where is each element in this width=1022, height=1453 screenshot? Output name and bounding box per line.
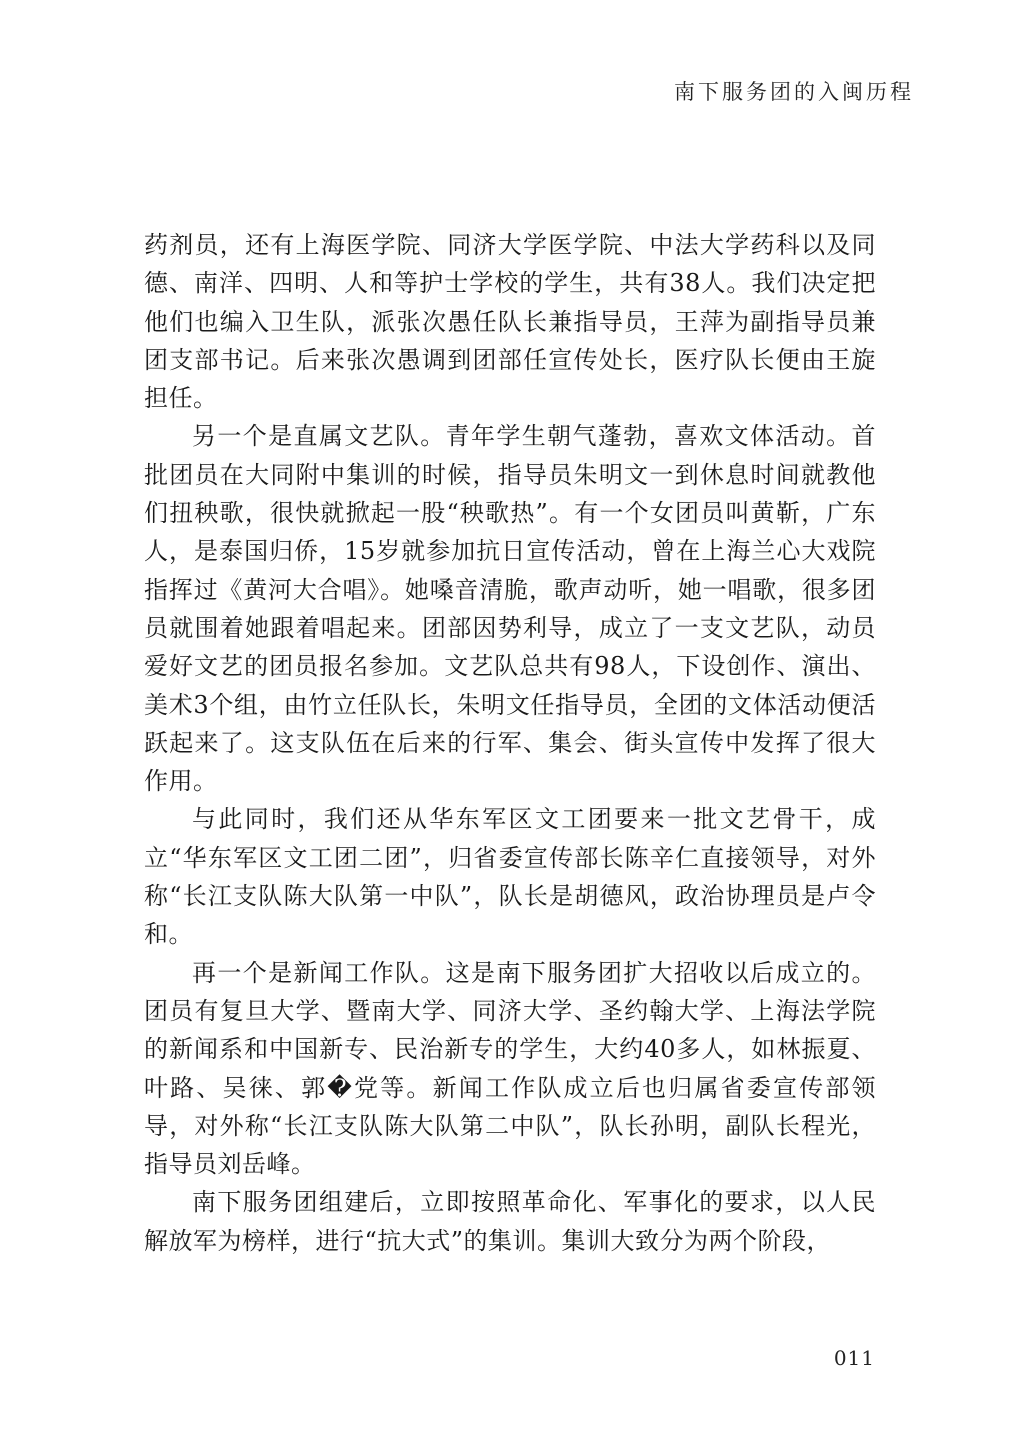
page-number: 011 xyxy=(833,1346,875,1370)
paragraph-continued: 药剂员，还有上海医学院、同济大学医学院、中法大学药科以及同德、南洋、四明、人和等护士学校的学生，共有38人。我们决定把他们也编入卫生队，派张次愚任队长兼指导员，王萍为副指导员兼团支部书记。后来张次愚调到团部任宣传处长，医疗队长便由王旋担任。 xyxy=(144,231,876,413)
paragraph-east-china-troupe: 与此同时，我们还从华东军区文工团要来一批文艺骨干，成立“华东军区文工团二团”，归省委宣传部长陈辛仁直接领导，对外称“长江支队陈大队第一中队”，队长是胡德风，政治协理员是卢令和。 xyxy=(144,805,876,949)
running-head-title: 南下服务团的入闽历程 xyxy=(674,80,914,104)
body-text xyxy=(144,226,876,1260)
paragraph-training: 南下服务团组建后，立即按照革命化、军事化的要求，以人民解放军为榜样，进行“抗大式”的集训。集训大致分为两个阶段， xyxy=(144,1188,876,1255)
paragraph-news-team: 再一个是新闻工作队。这是南下服务团扩大招收以后成立的。团员有复旦大学、暨南大学、同济大学、圣约翰大学、上海法学院的新闻系和中国新专、民治新专的学生，大约40多人，如林振夏、叶路、吴徕、郭�党等。新闻工作队成立后也归属省委宣传部领导，对外称“长江支队陈大队第二中队”，队长孙明，副队长程光，指导员刘岳峰。 xyxy=(144,958,876,1179)
paragraph-art-troupe: 另一个是直属文艺队。青年学生朝气蓬勃，喜欢文体活动。首批团员在大同附中集训的时候，指导员朱明文一到休息时间就教他们扭秧歌，很快就掀起一股“秧歌热”。有一个女团员叫黄靳，广东人，是泰国归侨，15岁就参加抗日宣传活动，曾在上海兰心大戏院指挥过《黄河大合唱》。她嗓音清脆，歌声动听，她一唱歌，很多团员就围着她跟着唱起来。团部因势利导，成立了一支文艺队，动员爱好文艺的团员报名参加。文艺队总共有98人，下设创作、演出、美术3个组，由竹立任队长，朱明文任指导员，全团的文体活动便活跃起来了。这支队伍在后来的行军、集会、街头宣传中发挥了很大作用。 xyxy=(144,422,876,796)
